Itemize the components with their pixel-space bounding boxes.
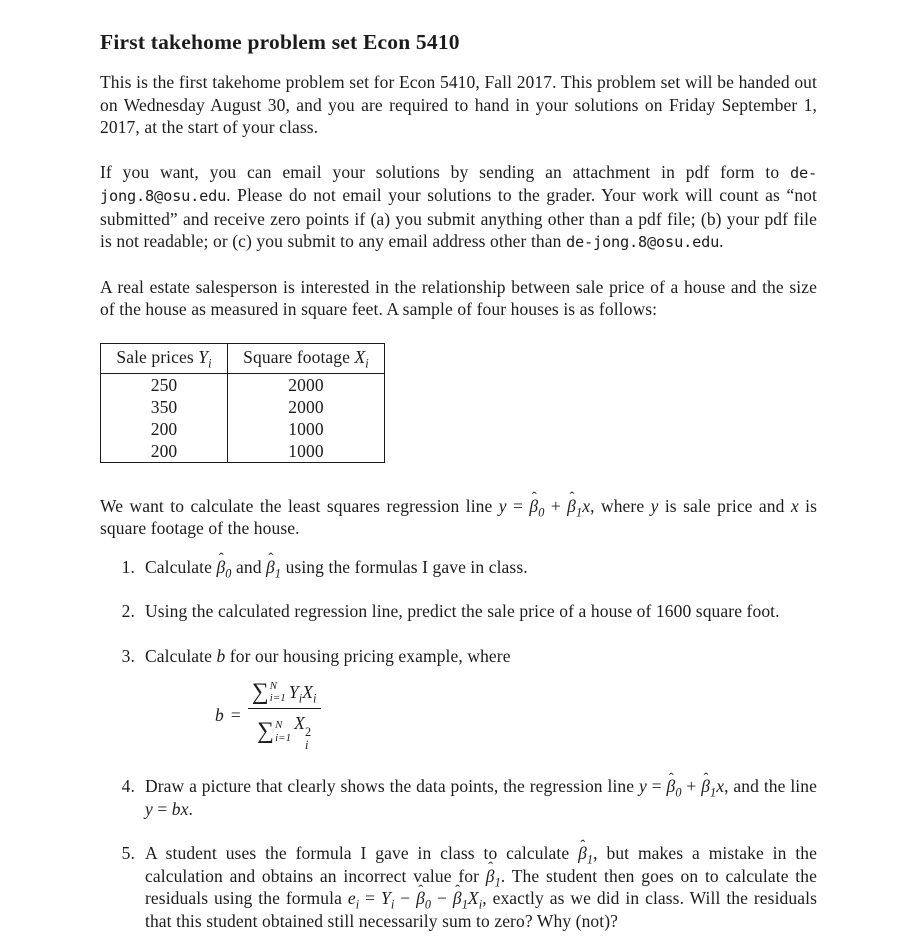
item-text: Calculate β ˆ$_0$ and β ˆ$_1$ using the formulas I gave in class. [145,556,817,579]
item-number: 3. [121,645,135,666]
formula-lhs: b [215,705,224,726]
cell-sale-price: 250 [101,373,228,396]
fraction-denominator [248,709,321,751]
denominator-expression: X 2 i [294,712,312,752]
item-number: 4. [121,776,135,797]
problem-item-3 [100,645,817,754]
house-data-table [100,343,385,463]
item-text: A student uses the formula I gave in class to calculate β ˆ$_1$, but makes a mistake in the calculation and obtains an incorrect value for β ˆ$_1$. The student then goes on to calculate the residuals using the formula $e_i = Y_i - \beta$ ˆ$_0$ − β $ˆ_1X_i$, exactly as we did in class. Will the residuals that this student obtained still necessarily sum to zero? Why (not)? [145,842,817,932]
sum-upper-limit: N [269,680,278,692]
problem-item-5 [100,842,817,932]
sum-symbol: ∑ [257,717,275,744]
table-header-row [101,343,385,373]
b-ratio-formula [215,680,817,751]
numerator-expression: $Y_iX_i$ [288,682,317,706]
item-number: 5. [121,843,135,864]
problem-item-2 [100,600,817,623]
cell-sale-price: 350 [101,396,228,418]
table-row [101,440,385,463]
fraction [248,680,321,751]
cell-sale-price: 200 [101,440,228,463]
item-text-inline: Calculate b for our housing pricing example, where [145,645,511,666]
page-title: First takehome problem set Econ 5410 [100,30,460,54]
cell-sale-price: 200 [101,418,228,440]
paragraph-regression-goal: We want to calculate the least squares regression line y = β ˆ$_0$ + β ˆ$_1$x, where y is sale price and x is square footage of the house. [100,495,817,540]
sum-symbol: ∑ [251,678,269,705]
sum-limits [270,680,286,705]
cell-square-footage: 2000 [288,396,324,417]
cell-square-footage: 2000 [288,374,324,395]
sum-lower-limit: i=1 [275,731,292,744]
cell-square-footage: 1000 [288,440,324,461]
item-number: 2. [121,601,135,621]
equals-sign: = [230,705,241,726]
table-row [101,396,385,418]
fraction-numerator [248,680,321,709]
cell-square-footage: 1000 [288,418,324,439]
sum-lower-limit: i=1 [269,692,286,705]
item-text [145,645,817,754]
item-text: Using the calculated regression line, predict the sale price of a house of 1600 square foot. [145,601,780,621]
table-header-square-footage: Square footage $X_i$ [228,343,385,373]
table-row [101,373,385,396]
paragraph-intro: This is the first takehome problem set for Econ 5410, Fall 2017. This problem set will be handed out on Wednesday August 30, and you are required to hand in your solutions on Friday September 1, 2017, at the start of your class. [100,72,817,137]
problem-item-4 [100,775,817,820]
item-text: Draw a picture that clearly shows the data points, the regression line y = β ˆ$_0$ + β ˆ$_1$x, and the line y = bx. [145,775,817,820]
item-number: 1. [121,556,135,577]
paragraph-real-estate: A real estate salesperson is interested in the relationship between sale price of a house and the size of the house as measured in square feet. A sample of four houses is as follows: [100,276,817,319]
table-header-sale-prices: Sale prices $Y_i$ [101,343,228,373]
sum-upper-limit: N [275,719,283,732]
table-row [101,418,385,440]
problem-item-1 [100,556,817,579]
paragraph-email-instructions: If you want, you can email your solutions by sending an attachment in pdf form to de-jong.8@osu.edu. Please do not email your solutions to the grader. Your work will count as “not submitted” and receive zero points if (a) you submit anything other than a pdf file; (b) your pdf file is not readable; or (c) you submit to any email address other than de-jong.8@osu.edu. [100,161,817,251]
sum-limits [275,719,291,744]
